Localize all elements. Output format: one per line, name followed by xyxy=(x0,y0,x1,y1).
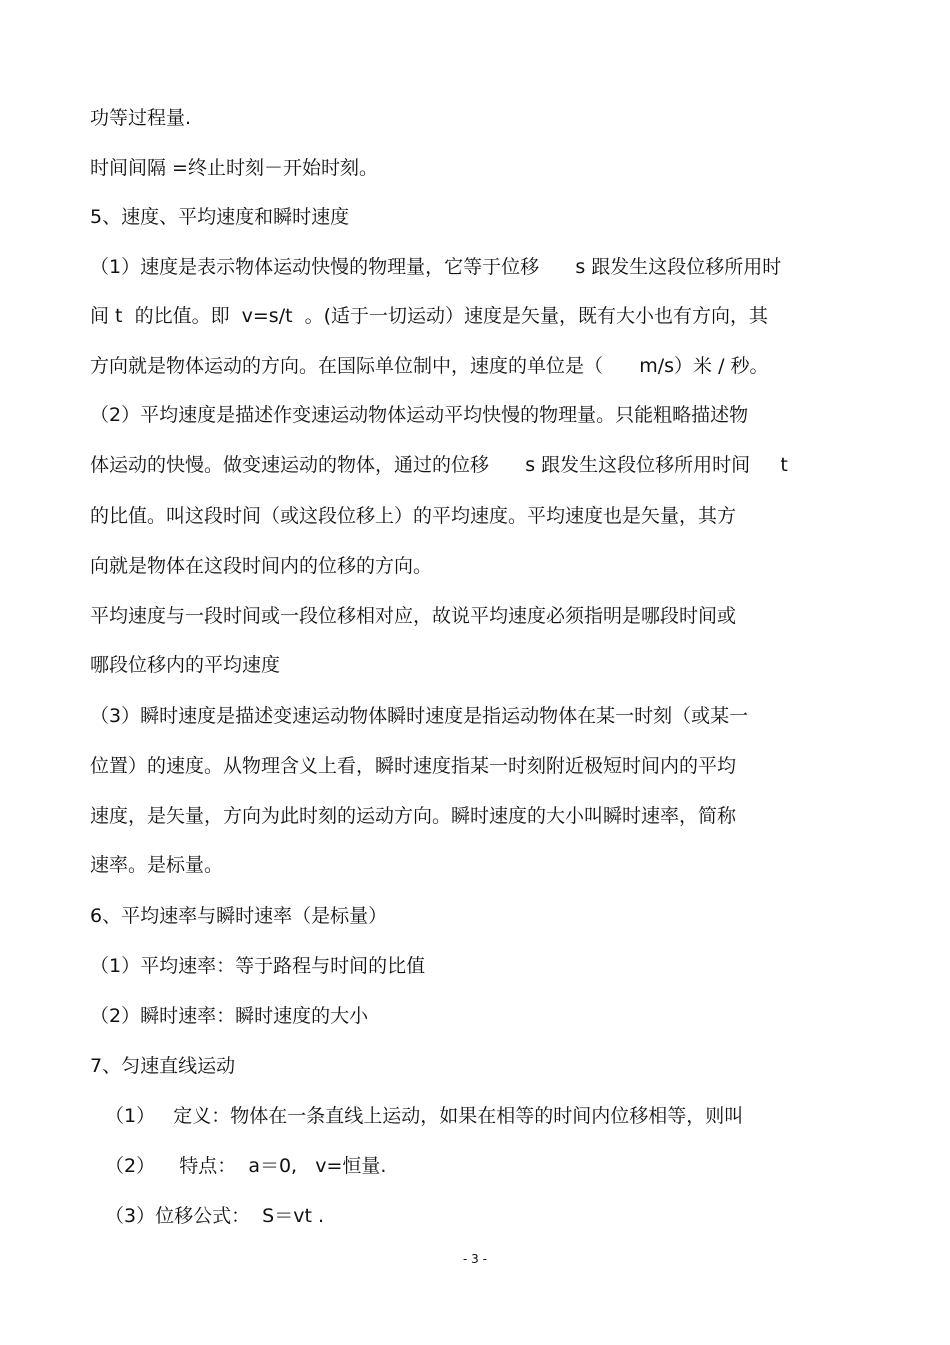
section-heading-6: 6、平均速率与瞬时速率（是标量） xyxy=(90,905,388,927)
text-line-21: （1） 定义：物体在一条直线上运动，如果在相等的时间内位移相等，则叫 xyxy=(105,1105,744,1127)
text-line-5: 间 t 的比值。即 v=s/t 。(适于一切运动）速度是矢量，既有大小也有方向，其 xyxy=(90,305,769,327)
text-line-23: （3）位移公式： S＝vt . xyxy=(105,1205,325,1227)
text-line-18: （1）平均速率：等于路程与时间的比值 xyxy=(90,955,426,977)
text-line-13: （3）瞬时速度是描述变速运动物体瞬时速度是指运动物体在某一时刻（或某一 xyxy=(90,705,749,727)
text-line-16: 速率。是标量。 xyxy=(90,854,224,876)
text-line-1: 功等过程量. xyxy=(90,107,192,129)
text-line-8: 体运动的快慢。做变速运动的物体，通过的位移 s 跟发生这段位移所用时间 t xyxy=(90,454,788,476)
text-line-10: 向就是物体在这段时间内的位移的方向。 xyxy=(90,555,433,577)
page-number: - 3 - xyxy=(463,1252,487,1266)
text-line-11: 平均速度与一段时间或一段位移相对应，故说平均速度必须指明是哪段时间或 xyxy=(90,605,737,627)
text-line-7: （2）平均速度是描述作变速运动物体运动平均快慢的物理量。只能粗略描述物 xyxy=(90,404,749,426)
text-line-15: 速度，是矢量，方向为此时刻的运动方向。瞬时速度的大小叫瞬时速率，简称 xyxy=(90,805,737,827)
section-heading-7: 7、匀速直线运动 xyxy=(90,1055,236,1077)
text-line-12: 哪段位移内的平均速度 xyxy=(90,654,281,676)
text-line-6: 方向就是物体运动的方向。在国际单位制中，速度的单位是（ m/s）米 / 秒。 xyxy=(90,355,769,377)
text-line-14: 位置）的速度。从物理含义上看，瞬时速度指某一时刻附近极短时间内的平均 xyxy=(90,755,737,777)
text-line-2: 时间间隔 =终止时刻－开始时刻。 xyxy=(90,157,378,179)
section-heading-5: 5、速度、平均速度和瞬时速度 xyxy=(90,206,350,228)
text-line-19: （2）瞬时速率：瞬时速度的大小 xyxy=(90,1005,369,1027)
text-line-22: （2） 特点： a＝0, v=恒量. xyxy=(105,1155,387,1177)
text-line-4: （1）速度是表示物体运动快慢的物理量，它等于位移 s 跟发生这段位移所用时 xyxy=(90,256,782,278)
text-line-9: 的比值。叫这段时间（或这段位移上）的平均速度。平均速度也是矢量，其方 xyxy=(90,505,737,527)
